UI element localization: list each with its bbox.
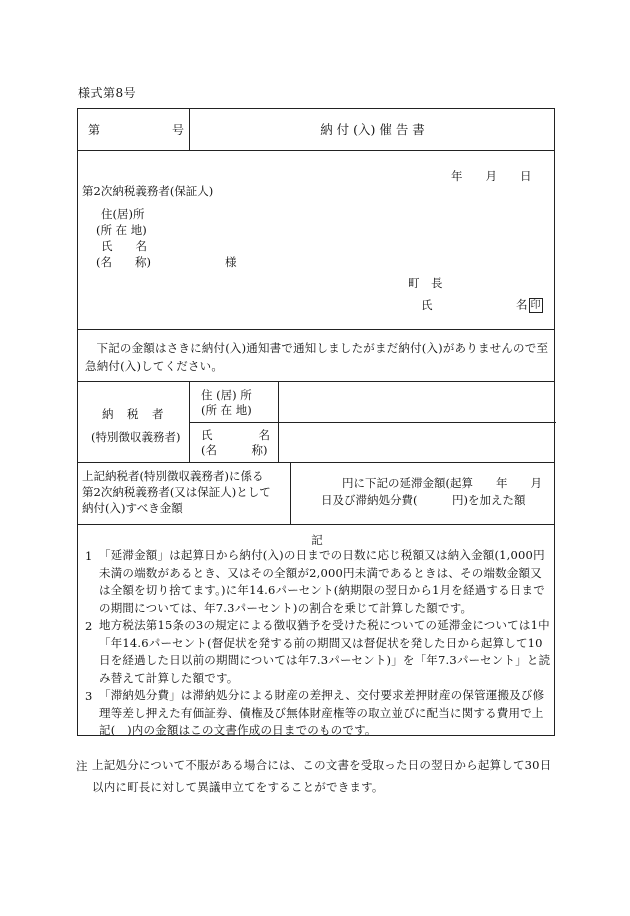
party-label: 第2次納税義務者(保証人) [82, 184, 214, 198]
notes-heading: 記 [311, 533, 323, 547]
taxpayer-title-label: (名 称) [201, 443, 268, 457]
row-divider [78, 381, 554, 382]
amount-label-line-2: 第2次納税義務者(又は保証人)として [82, 485, 271, 499]
notice-form [77, 108, 555, 736]
taxpayer-address-label: 住 (居) 所 [201, 388, 252, 402]
number-suffix: 号 [172, 123, 185, 137]
document-title: 納 付 (入) 催 告 書 [320, 122, 425, 137]
seal-mark: 印 [530, 300, 541, 311]
issuer-name-prefix: 氏 [421, 298, 433, 312]
note-item: 「延滞金額」は起算日から納付(入)の日までの日数に応じ税額又は納入金額(1,000円未満の端数があるとき、又はその全額が2,000円未満であるときは、その端数金額又は全額を切り捨てます。)に年14.6パーセント(納期限の翌日から1月を経過する日までの期間については、年7.3パーセント)の割合を乗じて計算した額です。 [99, 548, 545, 615]
issuer-name-suffix-text: 名 [516, 297, 528, 312]
address-label: 住(居)所 [101, 207, 145, 221]
note-number: 3 [85, 689, 93, 703]
row-divider [78, 462, 554, 463]
note-number: 1 [85, 549, 93, 563]
issue-date: 年 月 日 [451, 169, 532, 183]
special-collector-label: (特別徴収義務者) [91, 430, 181, 444]
footer-note-text: 上記処分について不服がある場合には、この文書を受取った日の翌日から起算して30日以内に町長に対して異議申立てをすることができます。 [92, 758, 552, 794]
mayor-label: 町 長 [408, 276, 443, 290]
taxpayer-inner-divider [189, 422, 556, 423]
notice-text: 下記の金額はさきに納付(入)通知書で通知しましたがまだ納付(入)がありませんので至急納付(入)してください。 [85, 341, 549, 373]
issuer-name-suffix [516, 298, 543, 313]
footer-note-label: 注 [76, 759, 88, 773]
taxpayer-label: 納 税 者 [102, 407, 165, 421]
note-item: 「滞納処分費」は滞納処分による財産の差押え、交付要求差押財産の保管運搬及び修理等差し押えた有価証券、債権及び無体財産権等の取立並びに配当に関する費用で上記( )内の金額はこの文書作成の日までのものです。 [99, 688, 545, 737]
title-label: (名 称) [96, 255, 151, 269]
taxpayer-location-label: (所 在 地) [201, 403, 252, 417]
amount-divider [290, 462, 291, 524]
row-divider [78, 329, 554, 330]
amount-text-line-1: 円に下記の延滞金額(起算 年 月 [342, 476, 542, 490]
name-label: 氏 名 [101, 239, 147, 253]
amount-label-line-1: 上記納税者(特別徴収義務者)に係る [82, 469, 264, 483]
note-item: 地方税法第15条の3の規定による徴収猶予を受けた税についての延滞金については1中「年14.6パーセント(督促状を発する前の期間又は督促状を発した日から起算して10日を経過した日以前の期間については年7.3パーセント)」を「年7.3パーセント」と読み替えて計算した額です。 [99, 618, 551, 685]
form-number-label: 様式第8号 [78, 86, 137, 100]
honorific: 様 [225, 255, 237, 269]
location-label: (所 在 地) [96, 223, 147, 237]
amount-text-line-2: 日及び滞納処分費( 円)を加えた額 [321, 493, 526, 507]
row-divider [78, 150, 554, 151]
number-prefix: 第 [88, 123, 101, 137]
taxpayer-name-label: 氏 名 [201, 428, 270, 442]
amount-label-line-3: 納付(入)すべき金額 [82, 501, 183, 515]
note-number: 2 [85, 619, 93, 633]
row-divider [78, 524, 554, 525]
